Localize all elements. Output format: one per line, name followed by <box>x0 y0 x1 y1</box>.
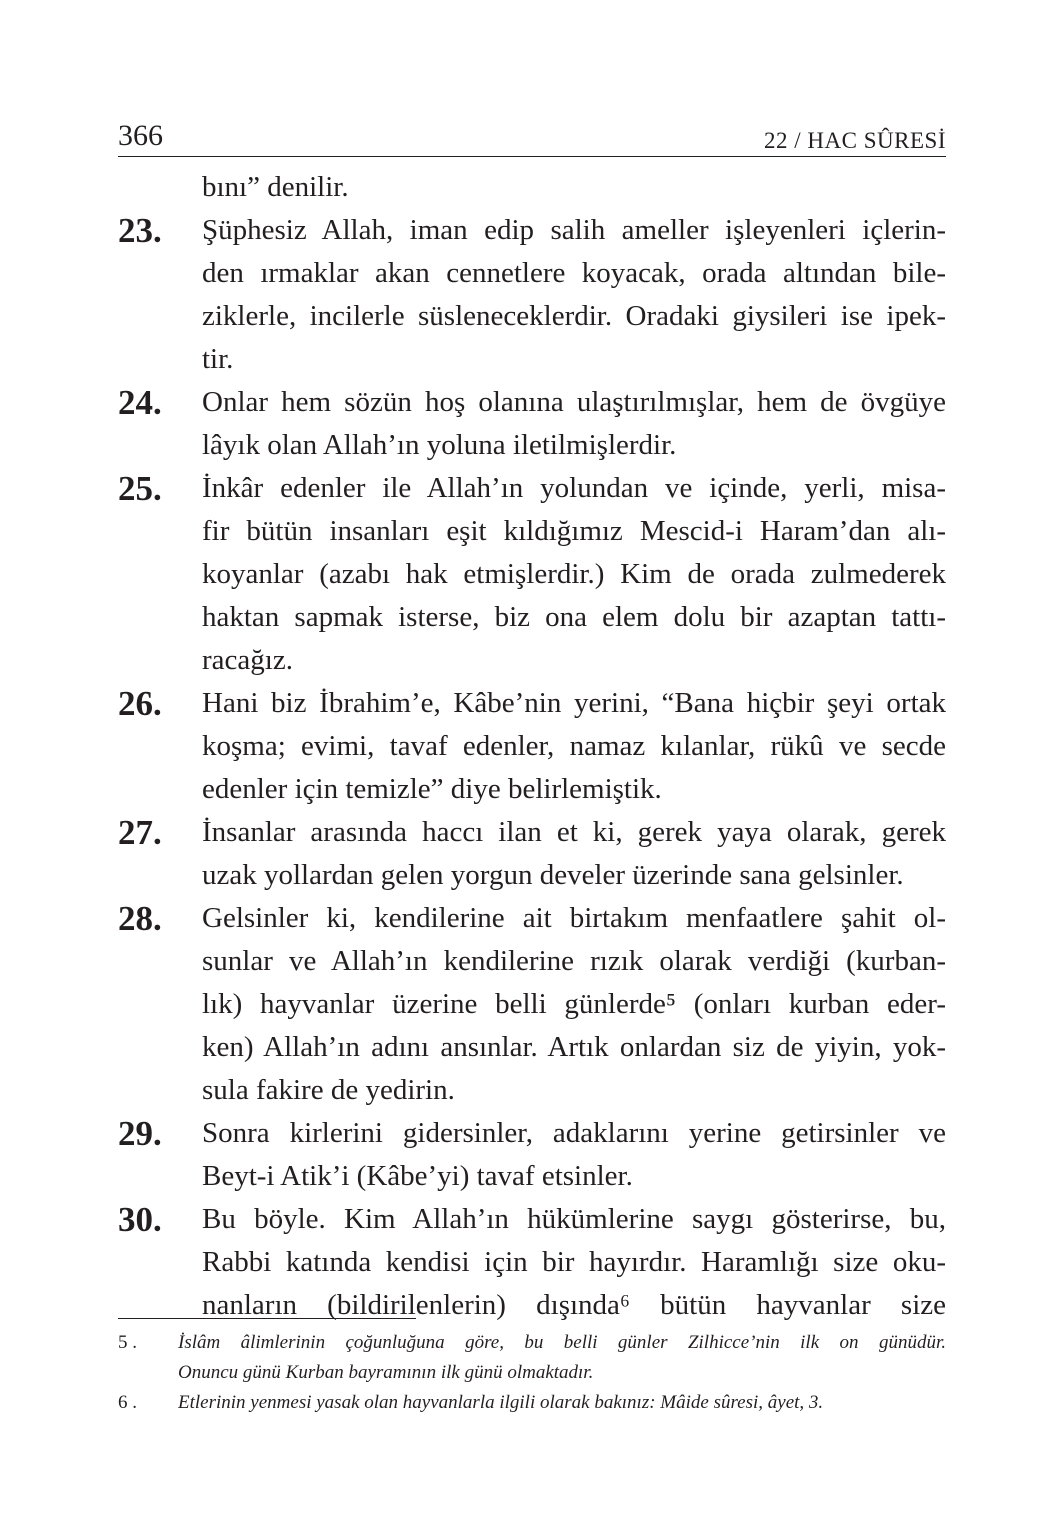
footnote-rule <box>118 1318 416 1319</box>
verse-line: uzak yollardan gelen yorgun develer üzerinde sana gelsinler. <box>202 859 904 891</box>
verse-number: 30. <box>118 1200 162 1239</box>
verse-line: Onlar hem sözün hoş olanına ulaştırılmışlar, hem de övgüye <box>202 386 946 418</box>
verse-line: Gelsinler ki, kendilerine ait birtakım menfaatlere şahit ol- <box>202 902 946 934</box>
verse-line: den ırmaklar akan cennetlere koyacak, orada altından bile- <box>202 257 946 289</box>
footnote-number: 5 . <box>118 1332 137 1353</box>
verse-line: Bu böyle. Kim Allah’ın hükümlerine saygı gösterirse, bu, <box>202 1203 946 1235</box>
verse-line: lık) hayvanlar üzerine belli günlerde⁵ (onları kurban eder- <box>202 988 946 1020</box>
verse-line: İnkâr edenler ile Allah’ın yolundan ve içinde, yerli, misa- <box>202 472 946 504</box>
verse-line: Hani biz İbrahim’e, Kâbe’nin yerini, “Bana hiçbir şeyi ortak <box>202 687 946 719</box>
verse-line: Rabbi katında kendisi için bir hayırdır. Haramlığı size oku- <box>202 1246 946 1278</box>
footnote-number: 6 . <box>118 1392 137 1413</box>
page-number: 366 <box>118 119 163 152</box>
verse-line: fir bütün insanları eşit kıldığımız Mescid-i Haram’dan alı- <box>202 515 946 547</box>
verse-line: sunlar ve Allah’ın kendilerine rızık olarak verdiği (kurban- <box>202 945 946 977</box>
running-head: 22 / HAC SÛRESİ <box>764 128 946 153</box>
verse-number: 23. <box>118 211 162 250</box>
verse-line: nanların (bildirilenlerin) dışında⁶ bütün hayvanlar size <box>202 1289 946 1321</box>
verse-line: bını” denilir. <box>202 171 349 203</box>
verse-number: 25. <box>118 469 162 508</box>
verse-number: 26. <box>118 684 162 723</box>
verse-line: ziklerle, incilerle süsleneceklerdir. Oradaki giysileri ise ipek- <box>202 300 946 332</box>
header-rule <box>118 156 946 157</box>
verse-number: 28. <box>118 899 162 938</box>
verse-number: 24. <box>118 383 162 422</box>
footnote-line: İslâm âlimlerinin çoğunluğuna göre, bu belli günler Zilhicce’nin ilk on günüdür. <box>178 1332 946 1353</box>
verse-line: İnsanlar arasında haccı ilan et ki, gerek yaya olarak, gerek <box>202 816 946 848</box>
verse-line: koyanlar (azabı hak etmişlerdir.) Kim de orada zulmederek <box>202 558 946 590</box>
footnote-line: Etlerinin yenmesi yasak olan hayvanlarla ilgili olarak bakınız: Mâide sûresi, âyet, 3. <box>178 1392 824 1413</box>
verse-line: Sonra kirlerini gidersinler, adaklarını yerine getirsinler ve <box>202 1117 946 1149</box>
verse-line: tir. <box>202 343 234 375</box>
page-header <box>118 118 946 158</box>
verse-line: ken) Allah’ın adını ansınlar. Artık onlardan siz de yiyin, yok- <box>202 1031 946 1063</box>
verse-number: 27. <box>118 813 162 852</box>
footnote-line: Onuncu günü Kurban bayramının ilk günü olmaktadır. <box>178 1362 594 1383</box>
verse-line: sula fakire de yedirin. <box>202 1074 455 1106</box>
verse-line: Şüphesiz Allah, iman edip salih ameller işleyenleri içlerin- <box>202 214 946 246</box>
verse-line: koşma; evimi, tavaf edenler, namaz kılanlar, rükû ve secde <box>202 730 946 762</box>
verse-line: haktan sapmak isterse, biz ona elem dolu bir azaptan tattı- <box>202 601 946 633</box>
verse-line: edenler için temizle” diye belirlemiştik. <box>202 773 662 805</box>
verse-line: lâyık olan Allah’ın yoluna iletilmişlerdir. <box>202 429 677 461</box>
verse-number: 29. <box>118 1114 162 1153</box>
verse-line: Beyt-i Atik’i (Kâbe’yi) tavaf etsinler. <box>202 1160 633 1192</box>
verse-line: racağız. <box>202 644 293 676</box>
